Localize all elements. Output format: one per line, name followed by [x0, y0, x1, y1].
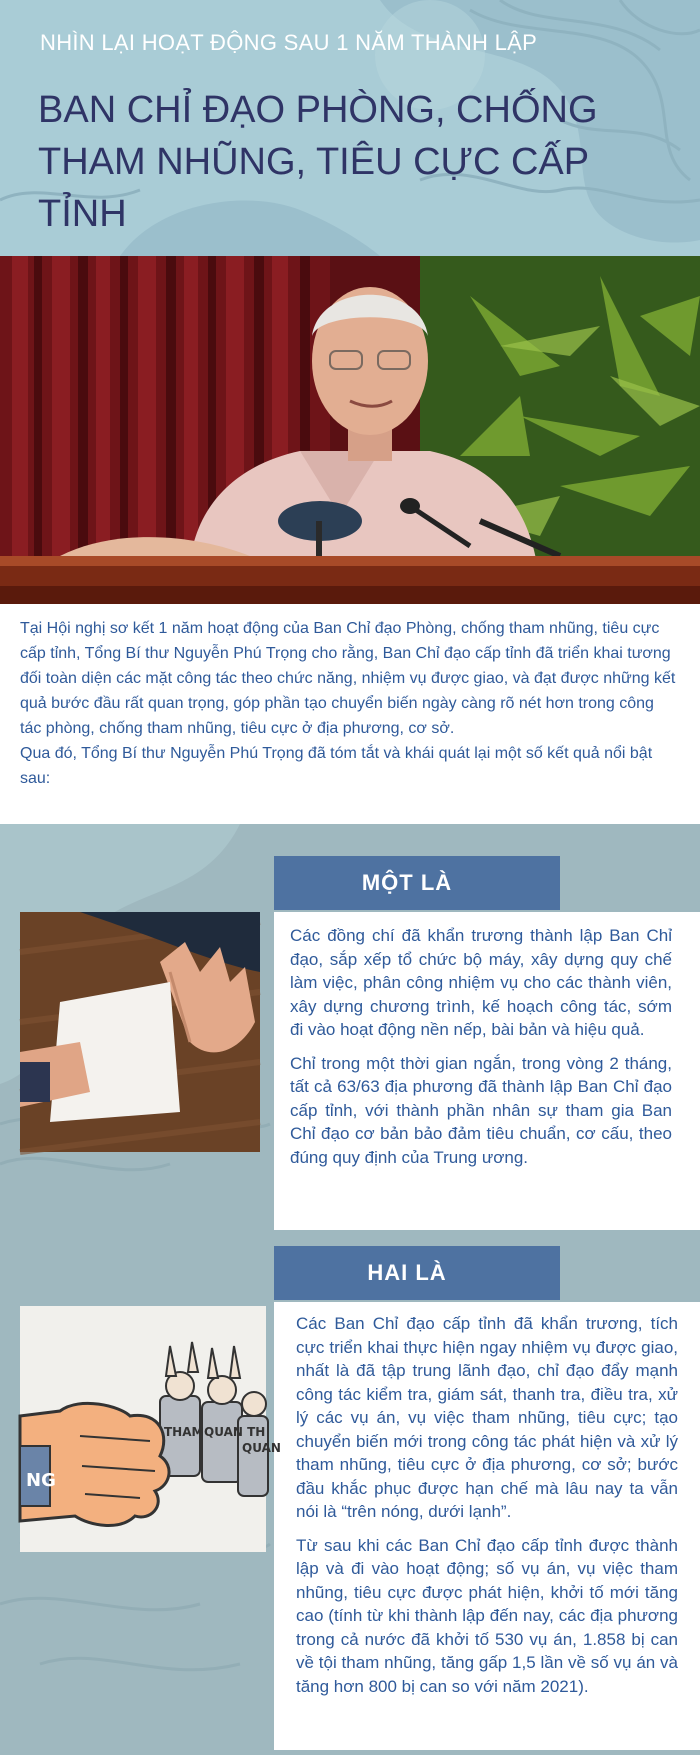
- section-1-paragraph-1: Các đồng chí đã khẩn trương thành lập Ban Chỉ đạo, sắp xếp tổ chức bộ máy, xây dựng quy chế làm việc, phân công nhiệm vụ cho các thành viên, xây dựng chương trình, kế hoạch công tác, sớm đi vào hoạt động nền nếp, bài bản và hiệu quả.: [290, 926, 672, 1039]
- page-title: [38, 84, 678, 240]
- header-banner: [0, 0, 700, 256]
- fist: [20, 1403, 169, 1525]
- intro-paragraph-2: Qua đó, Tổng Bí thư Nguyễn Phú Trọng đã tóm tắt và khái quát lại một số kết quả nổi bật sau:: [20, 745, 653, 787]
- header-kicker: NHÌN LẠI HOẠT ĐỘNG SAU 1 NĂM THÀNH LẬP: [40, 30, 538, 55]
- section-2-paragraph-1: Các Ban Chỉ đạo cấp tỉnh đã khẩn trương, tích cực triển khai thực hiện ngay nhiệm vụ được giao, nhất là đã tập trung lãnh đạo, chỉ đạo đẩy mạnh công tác kiểm tra, giám sát, thanh tra, điều tra, xử lý các vụ án, vụ việc tham nhũng, tiêu cực; tạo chuyển biến mới trong công tác phát hiện và xử lý tham nhũng, tiêu cực ở địa phương, cơ sở; bước đầu khắc phục được hạn chế mà lâu nay ta vẫn nói là “trên nóng, dưới lạnh”.: [296, 1314, 678, 1521]
- section-1-paragraph-2: Chỉ trong một thời gian ngắn, trong vòng 2 tháng, tất cả 63/63 địa phương đã thành lập Ban Chỉ đạo cấp tỉnh, với thành phần nhân sự tham gia Ban Chỉ đạo cơ bản bảo đảm tiêu chuẩn, cơ cấu, theo đúng quy định của Trung ương.: [290, 1053, 672, 1167]
- intro-text-block: [0, 604, 700, 824]
- conference-photo: [0, 256, 700, 604]
- figure-label-quan-th: QUAN TH: [204, 1425, 266, 1439]
- section-box-hai-la: [274, 1302, 700, 1750]
- envelope-bribe-illustration: [20, 912, 260, 1152]
- page-title-line-2: THAM NHŨNG, TIÊU CỰC CẤP TỈNH: [38, 141, 589, 235]
- fist-crackdown-illustration: [20, 1306, 281, 1552]
- section-heading-mot-la: MỘT LÀ: [274, 856, 560, 910]
- fist-sleeve-label: NG: [26, 1470, 56, 1491]
- figure-label-quan: QUAN: [242, 1441, 281, 1455]
- section-box-mot-la: [274, 912, 700, 1230]
- page-title-line-1: BAN CHỈ ĐẠO PHÒNG, CHỐNG: [38, 89, 598, 131]
- intro-paragraph-1: Tại Hội nghị sơ kết 1 năm hoạt động của Ban Chỉ đạo Phòng, chống tham nhũng, tiêu cực cấp tỉnh, Tổng Bí thư Nguyễn Phú Trọng cho rằng, Ban Chỉ đạo cấp tỉnh đã triển khai tương đối toàn diện các mặt công tác theo chức năng, nhiệm vụ được giao, và đạt được những kết quả bước đầu rất quan trọng, góp phần tạo chuyển biến ngày càng rõ nét hơn trong công tác phòng, chống tham nhũng, tiêu cực ở địa phương, cơ sở.: [20, 620, 676, 737]
- podium: [0, 556, 700, 604]
- section-heading-hai-la: HAI LÀ: [274, 1246, 560, 1300]
- figure-label-tham: THAM: [164, 1425, 204, 1439]
- section-2-paragraph-2: Từ sau khi các Ban Chỉ đạo cấp tỉnh được thành lập và đi vào hoạt động; số vụ án, vụ việc tham nhũng, tiêu cực được phát hiện, khởi tố mới tăng cao (tính từ khi thành lập đến nay, các địa phương trong cả nước đã khởi tố 530 vụ án, 1.858 bị can về tội tham nhũng, tăng gấp 1,5 lần về số vụ án và tăng hơn 800 bị can so với năm 2021).: [296, 1535, 678, 1696]
